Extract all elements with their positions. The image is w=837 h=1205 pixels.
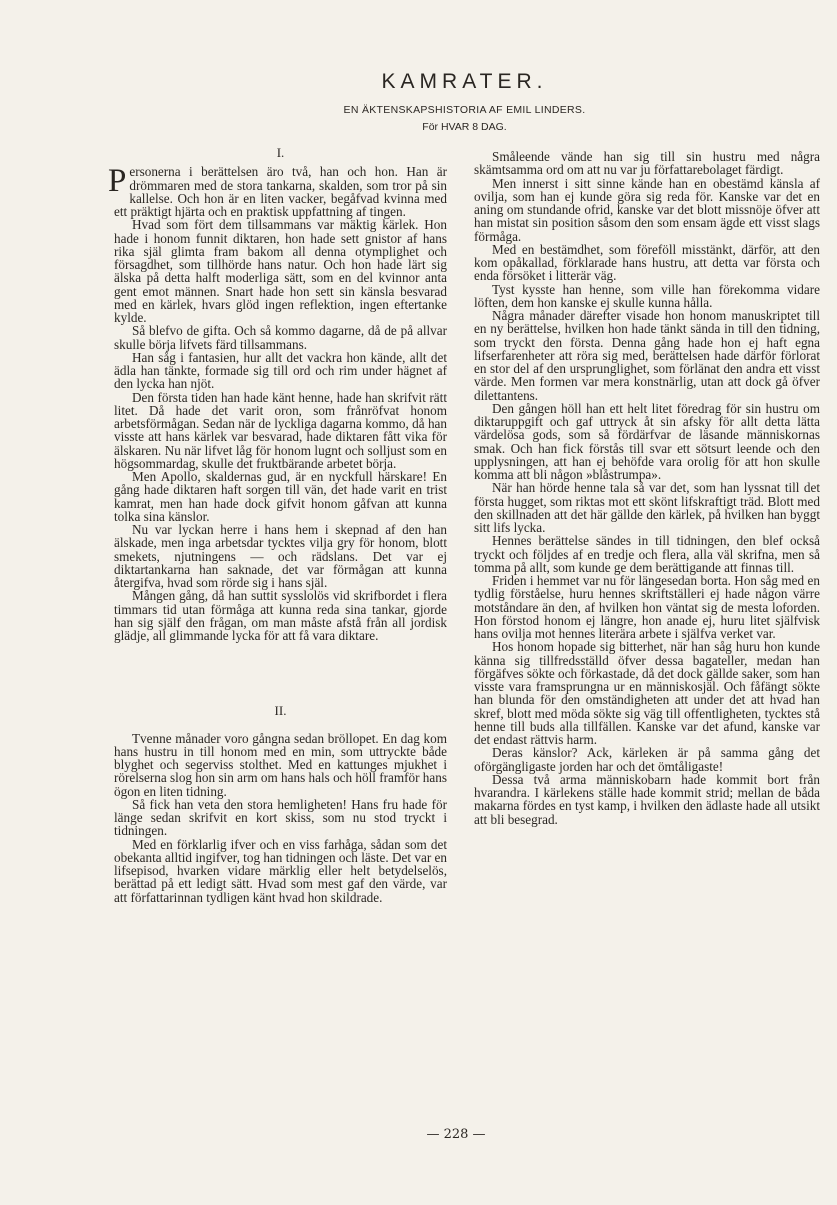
- page-number: — 228 —: [426, 1127, 486, 1142]
- story-subtitle: EN ÄKTENSKAPSHISTORIA AF EMIL LINDERS.: [343, 104, 586, 116]
- paragraph: Med en bestämdhet, som föreföll misstänkt, därför, att den kom opåkallad, förklarade hans hustru, att detta var första och enda försöket i litterär väg.: [474, 241, 820, 284]
- paragraph: Den första tiden han hade känt henne, hade han skrifvit rätt litet. Då hade det varit oron, som frånröfvat honom arbetsförmågan. Sedan när de lyckliga dagarna kommo, då han visste att hans kärlek var besvarad, hade diktaren fått vika för älskaren. Nu när lifvet låg för honom lugnt och solljust som en högsommardag, skulle det fruktbärande arbetet börja.: [114, 389, 447, 471]
- paragraph: Han såg i fantasien, hur allt det vackra hon kände, allt det ädla han tänkte, formade sig till ord och rim under hägnet af den lycka han njöt.: [114, 349, 447, 392]
- section-heading-2: II.: [274, 703, 287, 719]
- paragraph: Mången gång, då han suttit sysslolös vid skrifbordet i flera timmars tid utan förmåga att kunna reda sina tankar, gjorde han sig själf den frågan, om man måste afstå från all jordisk glädje, all glimmande lycka för att få vara diktare.: [114, 588, 447, 643]
- publication-frequency: För HVAR 8 DAG.: [422, 121, 507, 133]
- paragraph: Men Apollo, skaldernas gud, är en nyckfull härskare! En gång hade diktaren haft sorgen till vän, det hade varit en trist kamrat, men han hade dock gifvit honom gåfvan att kunna tolka sina känslor.: [114, 469, 447, 524]
- opening-paragraph-text: ersonerna i berättelsen äro två, han och hon. Han är drömmaren med de stora tankarna, skalden, som tror på sin kallelse. Och hon är en liten vacker, begåfvad kvinna med ett präktigt hjärta och en praktisk uppfattning af tingen.: [114, 164, 447, 219]
- opening-paragraph: [108, 163, 447, 219]
- paragraph: Hvad som fört dem tillsammans var mäktig kärlek. Hon hade i honom funnit diktaren, hon hade sett gnistor af hans rika själ glimta fram bakom all denna otymplighet och försagdhet, som tillhörde hans natur. Och hon hade lärt sig älska på detta halft moderliga sätt, som en del kvinnor anta gent emot männen. Snart hade hon sett sin känsla besvarad med en kärlek, hvars glöd ingen reflektion, ingen eftertanke kylde.: [114, 217, 447, 325]
- section-heading-1: I.: [276, 145, 285, 160]
- paragraph: Tyst kysste han henne, som ville han förekomma vidare löften, dem hon kanske ej skulle kunna hålla.: [474, 281, 820, 310]
- paragraph: Deras känslor? Ack, kärleken är på samma gång det oförgängligaste jorden har och det ömtåligaste!: [474, 745, 820, 774]
- paragraph: När han hörde henne tala så var det, som han lyssnat till det första hugget, som riktas mot ett skönt lifskraftigt träd. Blott med den skillnaden att det här gällde den kärlek, på hvilken han byggt sitt lifs lycka.: [474, 480, 820, 535]
- story-title: KAMRATER.: [381, 70, 548, 93]
- paragraph: Men innerst i sitt sinne kände han en obestämd känsla af ovilja, som han ej kunde göra sig reda för. Kanske var det en aning om stundande ofrid, kanske var det blott missnöje öfver att han mistat sin position såsom den som ensam ägde ett visst slags förmåga.: [474, 175, 820, 244]
- paragraph: Några månader därefter visade hon honom manuskriptet till en ny berättelse, hvilken hon hade tänkt sända in till den tidning, som tryckt den första. Denna gång hade hon ej haft egna lifserfarenheter att röra sig med, berättelsen hade därför förlorat en stor del af den ursprunglighet, som förlänat den andra ett visst värde. Men formen var mera konstnärlig, utan att dock gå öfver dilettantens.: [474, 308, 820, 403]
- paragraph: Dessa två arma människobarn hade kommit bort från hvarandra. I kärlekens ställe hade kommit strid; mellan de båda makarna fördes en tyst kamp, i hvilken den ädlaste hade all utsikt att bli besegrad.: [474, 771, 820, 827]
- paragraph: Så fick han veta den stora hemligheten! Hans fru hade för länge sedan skrifvit en kort skiss, som nu stod tryckt i tidningen.: [114, 796, 447, 839]
- left-column: [108, 145, 447, 905]
- paragraph: Småleende vände han sig till sin hustru med några skämtsamma ord om att nu var ju författarebolaget färdigt.: [474, 149, 820, 178]
- paragraph: Friden i hemmet var nu för längesedan borta. Hon såg med en tydlig förståelse, huru hennes skriftställeri ej hade någon värre motståndare än den, af hvilken hon väntat sig de mesta loforden. Hon förstod honom ej längre, hon anade ej, huru litet själfvisk hans ovilja mot hennes literära arbete i själfva verket var.: [474, 573, 820, 641]
- paragraph: Hos honom hopade sig bitterhet, när han såg huru hon kunde känna sig tillfredsställd öfver dessa bagateller, medan han förgäfves sökte och förkastade, då det dock gällde saker, som han visste vara framsprungna ur en människosjäl. Och fåfängt sökte han blunda för den omständigheten att under det att hvad han skref, blott med möda sökte sig väg till offentligheten, tycktes stå henne till buds alla tillfällen. Kanske var det afund, kanske var det endast rättvis harm.: [474, 639, 820, 747]
- drop-cap: P: [108, 163, 127, 200]
- paragraph: Tvenne månader voro gångna sedan bröllopet. En dag kom hans hustru in till honom med en min, som uttryckte både blyghet och segerviss stolthet. Med en kattunges mjukhet i rörelserna slog hon sin arm om hans hals och höll framför hans ögon en liten tidning.: [114, 730, 447, 799]
- paragraph: Nu var lyckan herre i hans hem i skepnad af den han älskade, men inga arbetsdar tycktes vilja gry för honom, blott smekets, njutningens — och rädslans. Det var ej diktartankarna han saknade, det var förmågan att kunna återgifva, hvad som rörde sig i hans själ.: [114, 522, 447, 590]
- paragraph: Med en förklarlig ifver och en viss farhåga, sådan som det obekanta alltid ingifver, tog han tidningen och läste. Det var en lifsepisod, hvarken vidare märklig eller helt betydelselös, berättad på ett ledigt sätt. Hvad som mest gaf den värde, var att författarinnan tydligen känt hvad hon skildrade.: [114, 836, 447, 905]
- paragraph: Den gången höll han ett helt litet föredrag för sin hustru om diktaruppgift och gaf uttryck åt sin afsky för allt detta lätta värdelösa gods, som så fördärfvar de läsande människornas smak. Och han fick förstås till svar ett sötsurt leende och den upplysningen, att han ej behöfde vara orolig för att hon skulle komma att bli någon »blåstrumpa».: [474, 400, 820, 482]
- paragraph: Hennes berättelse sändes in till tidningen, den blef också tryckt och följdes af en tredje och flera, alla väl skrifna, men så tomma på allt, som kunde ge dem berättigande att finnas till.: [474, 533, 820, 575]
- paragraph: Så blefvo de gifta. Och så kommo dagarne, då de på allvar skulle börja lifvets färd tillsammans.: [114, 323, 447, 352]
- right-column: [474, 150, 820, 826]
